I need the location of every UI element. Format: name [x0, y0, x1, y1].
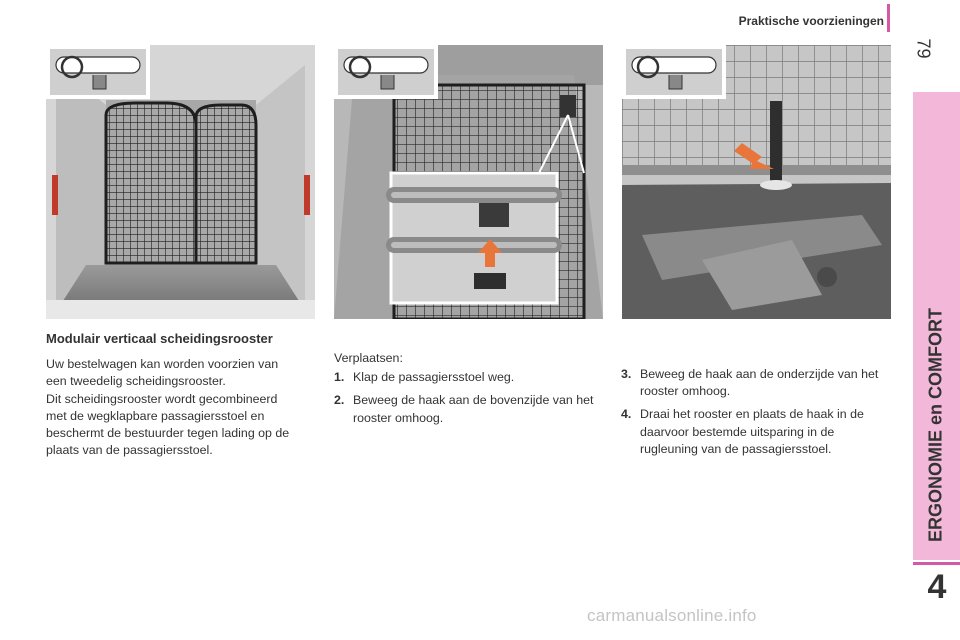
chapter-title	[916, 300, 956, 550]
step-list	[621, 366, 891, 458]
step-item	[334, 392, 604, 426]
step-number: 4.	[621, 407, 632, 422]
steps-lead: Verplaatsen:	[334, 351, 403, 365]
intro-line: Dit scheidingsrooster wordt gecombineerd	[46, 391, 278, 406]
chapter-title-text: ERGONOMIE en COMFORT	[925, 308, 946, 542]
page-number: 79	[913, 38, 934, 59]
intro-line: een tweedelig scheidingsrooster.	[46, 374, 226, 389]
step-list	[334, 369, 604, 427]
photo-top-hook	[334, 45, 603, 319]
intro-paragraph	[46, 356, 321, 459]
chapter-tab-divider	[913, 562, 960, 565]
step-number: 1.	[334, 370, 345, 385]
steps-column-1	[334, 350, 604, 427]
step-text: Klap de passagiersstoel weg.	[353, 370, 515, 385]
photo-van-partition	[46, 45, 315, 319]
intro-line: Uw bestelwagen kan worden voorzien van	[46, 357, 279, 372]
step-item	[621, 406, 891, 458]
step-text: Beweeg de haak aan de bovenzijde van het rooster omhoog.	[353, 393, 594, 425]
step-number: 2.	[334, 393, 345, 408]
section-title: Praktische voorzieningen	[738, 14, 884, 28]
intro-column	[46, 330, 321, 459]
watermark: carmanualsonline.info	[587, 606, 757, 625]
step-item	[621, 366, 891, 400]
intro-line: beschermt de bestuurder tegen lading op de	[46, 426, 290, 441]
chapter-number: 4	[927, 568, 947, 606]
step-text: Draai het rooster en plaats de haak in de daarvoor bestemde uitsparing in de rugleuning van de passagiersstoel.	[640, 407, 864, 456]
photo-bottom-hook	[622, 45, 891, 319]
steps-column-2	[621, 366, 891, 458]
intro-line: plaats van de passagiersstoel.	[46, 443, 213, 458]
step-text: Beweeg de haak aan de onderzijde van het rooster omhoog.	[640, 367, 879, 399]
step-number: 3.	[621, 367, 632, 381]
header-accent-bar	[887, 4, 890, 32]
intro-line: met de wegklapbare passagiersstoel en	[46, 408, 265, 423]
partition-heading: Modulair verticaal scheidingsrooster	[46, 331, 273, 346]
step-item	[334, 369, 604, 386]
